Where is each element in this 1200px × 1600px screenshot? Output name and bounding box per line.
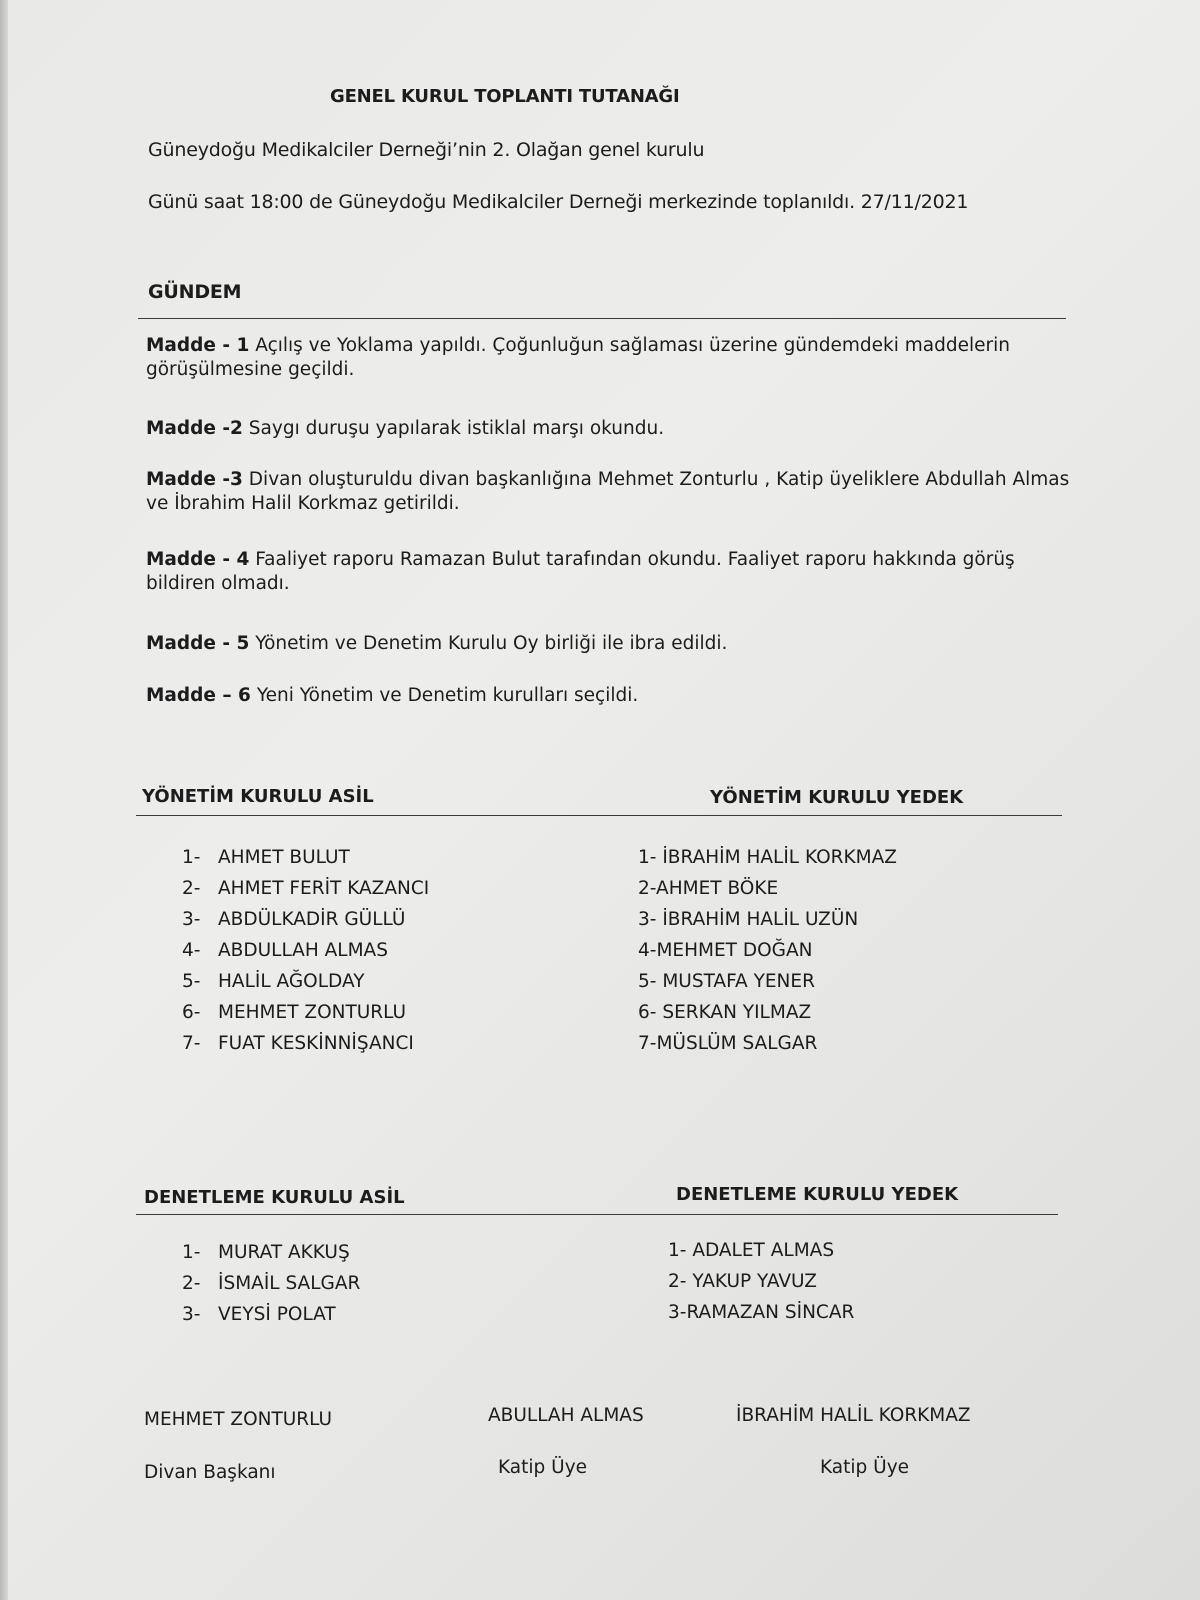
agenda-heading: GÜNDEM [148,281,242,303]
member-name: ABDULLAH ALMAS [218,940,388,961]
list-number: 1- [182,847,201,868]
agenda-item-text-cont: bildiren olmadı. [146,573,290,594]
agenda-item-text-cont: ve İbrahim Halil Korkmaz getirildi. [146,493,460,514]
denetleme-yedek-heading: DENETLEME KURULU YEDEK [676,1184,959,1205]
agenda-item-3 [146,468,1069,516]
member-name: FUAT KESKİNNİŞANCI [218,1033,414,1054]
member-name: VEYSİ POLAT [218,1304,336,1325]
paper-edge-shadow [0,0,8,1600]
list-item: 2- YAKUP YAVUZ [668,1271,817,1292]
yonetim-asil-heading: YÖNETİM KURULU ASİL [142,786,374,807]
agenda-item-1 [146,334,1010,382]
list-item: 7-MÜSLÜM SALGAR [638,1033,818,1054]
list-item: 6- SERKAN YILMAZ [638,1002,812,1023]
list-number: 6- [182,1002,201,1023]
agenda-item-4 [146,548,1015,596]
list-item: 3-RAMAZAN SİNCAR [668,1302,855,1323]
list-item [182,904,429,935]
denetleme-asil-heading: DENETLEME KURULU ASİL [144,1187,405,1208]
list-item [182,966,429,997]
signature-role-katip-1: Katip Üye [498,1457,588,1478]
list-item [182,1299,360,1330]
agenda-item-text: Açılış ve Yoklama yapıldı. Çoğunluğun sağlaması üzerine gündemdeki maddelerin [249,335,1010,356]
list-number: 3- [182,909,201,930]
signature-name-katip-2: İBRAHİM HALİL KORKMAZ [736,1405,971,1426]
list-number: 3- [182,1304,201,1325]
signature-role-divan-baskani: Divan Başkanı [144,1462,276,1483]
list-number: 5- [182,971,201,992]
signature-name-katip-1: ABULLAH ALMAS [488,1405,644,1426]
document-title: GENEL KURUL TOPLANTI TUTANAĞI [330,86,680,107]
member-name: ABDÜLKADİR GÜLLÜ [218,909,406,930]
agenda-item-text: Divan oluşturuldu divan başkanlığına Mehmet Zonturlu , Katip üyeliklere Abdullah Almas [242,469,1070,490]
list-item [182,1028,429,1059]
yonetim-yedek-heading: YÖNETİM KURULU YEDEK [710,787,964,808]
agenda-item-text: Saygı duruşu yapılarak istiklal marşı okundu. [242,418,665,439]
document-page [8,0,1200,1600]
list-item: 4-MEHMET DOĞAN [638,940,813,961]
yonetim-yedek-list [638,842,897,1059]
member-name: MEHMET ZONTURLU [218,1002,407,1023]
list-item [182,997,429,1028]
member-name: AHMET FERİT KAZANCI [218,878,430,899]
list-item: 3- İBRAHİM HALİL UZÜN [638,909,859,930]
agenda-item-text-cont: görüşülmesine geçildi. [146,359,355,380]
list-number: 1- [182,1242,201,1263]
agenda-item-label: Madde – 6 [146,685,251,706]
list-item [182,842,429,873]
agenda-item-text: Yönetim ve Denetim Kurulu Oy birliği ile ibra edildi. [249,633,728,654]
agenda-item-label: Madde - 4 [146,549,250,570]
yonetim-asil-list [182,842,429,1059]
list-number: 4- [182,940,201,961]
member-name: AHMET BULUT [218,847,350,868]
intro-line-2: Günü saat 18:00 de Güneydoğu Medikalciler Derneği merkezinde toplanıldı. 27/11/2021 [148,191,969,213]
member-name: İSMAİL SALGAR [218,1273,361,1294]
signature-role-katip-2: Katip Üye [820,1457,910,1478]
denetleme-asil-list [182,1237,360,1330]
list-item [182,1237,360,1268]
list-item: 5- MUSTAFA YENER [638,971,815,992]
agenda-item-text: Faaliyet raporu Ramazan Bulut tarafından okundu. Faaliyet raporu hakkında görüş [249,549,1015,570]
agenda-item-5 [146,632,727,656]
list-number: 7- [182,1033,201,1054]
list-item [182,935,429,966]
signature-name-divan-baskani: MEHMET ZONTURLU [144,1409,333,1430]
agenda-item-label: Madde -2 [146,418,243,439]
list-item [182,873,429,904]
denetleme-yedek-list [668,1235,854,1328]
agenda-item-label: Madde - 1 [146,335,250,356]
list-item [182,1268,360,1299]
agenda-item-2 [146,417,664,441]
denetleme-divider [136,1214,1058,1215]
list-number: 2- [182,878,201,899]
list-item: 2-AHMET BÖKE [638,878,779,899]
agenda-item-label: Madde -3 [146,469,243,490]
member-name: HALİL AĞOLDAY [218,971,365,992]
agenda-item-label: Madde - 5 [146,633,250,654]
list-number: 2- [182,1273,201,1294]
agenda-divider [138,318,1066,319]
agenda-item-6 [146,684,638,708]
list-item: 1- ADALET ALMAS [668,1240,835,1261]
yonetim-divider [136,815,1062,816]
agenda-item-text: Yeni Yönetim ve Denetim kurulları seçildi. [250,685,639,706]
list-item: 1- İBRAHİM HALİL KORKMAZ [638,847,897,868]
member-name: MURAT AKKUŞ [218,1242,350,1263]
intro-line-1: Güneydoğu Medikalciler Derneği’nin 2. Olağan genel kurulu [148,139,705,161]
